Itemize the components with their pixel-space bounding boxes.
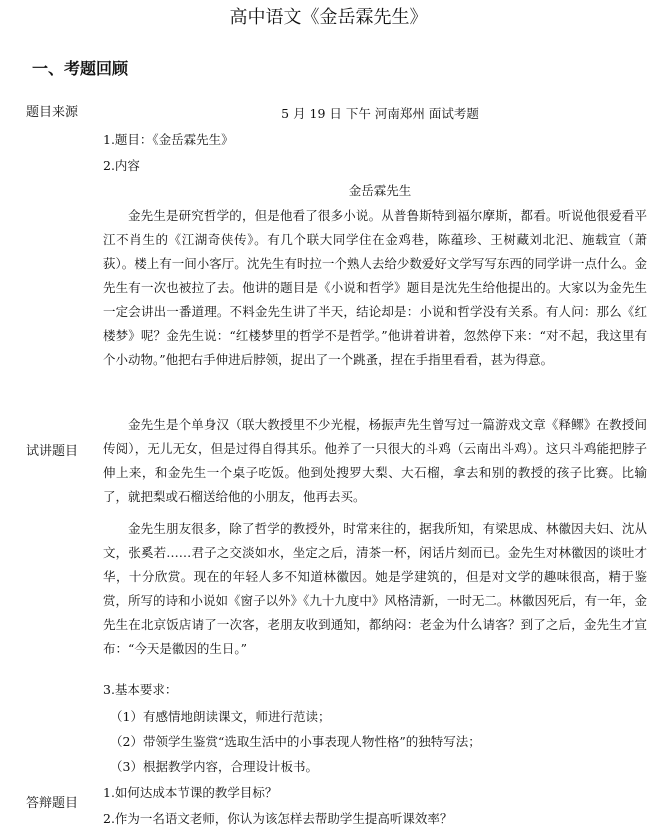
exam-source: 5 月 19 日 下午 河南郑州 面试考题 (281, 106, 479, 121)
defense-question: 1.如何达成本节课的教学目标？ (103, 785, 278, 800)
label-teaching: 试讲题目 (26, 444, 79, 459)
requirements-label: 3.基本要求： (103, 682, 178, 697)
passage-paragraph: 金先生朋友很多，除了哲学的教授外，时常来往的，据我所知，有梁思成、林徽因夫妇、沈从文，张奚若……君子之交淡如水，坐定之后，清茶一杯，闲话片刻而已。金先生对林徽因的谈吐才华，十分欣赏。现在的年轻人多不知道林徽因。她是学建筑的，但是对文学的趣味很高，精于鉴赏，所写的诗和小说如《窗子以外》《九十九度中》风格清新，一时无二。林徽因死后，有一年，金先生在北京饭店请了一次客，老朋友收到通知，都纳闷：老金为什么请客？到了之后，金先生才宣布：“今天是徽因的生日。” (103, 521, 647, 656)
section-heading: 一、考题回顾 (32, 59, 129, 78)
page-title: 高中语文《金岳霖先生》 (229, 7, 428, 28)
passage-title: 金岳霖先生 (348, 183, 412, 198)
passage-paragraph: 金先生是研究哲学的，但是他看了很多小说。从普鲁斯特到福尔摩斯，都看。听说他很爱看平江不肖生的《江湖奇侠传》。有几个联大同学住在金鸡巷，陈蕴珍、王树藏刘北汜、施载宣（萧荻）。楼上有一间小客厅。沈先生有时拉一个熟人去给少数爱好文学写写东西的同学讲一点什么。金先生有一次也被拉了去。他讲的题目是《小说和哲学》题目是沈先生给他提出的。大家以为金先生一定会讲出一番道理。不料金先生讲了半天，结论却是：小说和哲学没有关系。有人问：那么《红楼梦》呢？金先生说：“红楼梦里的哲学不是哲学。”他讲着讲着，忽然停下来：“对不起，我这里有个小动物。”他把右手伸进后脖领，捉出了一个跳蚤，捏在手指里看看，甚为得意。 (103, 208, 647, 367)
topic-line: 1.题目：《金岳霖先生》 (103, 132, 234, 147)
label-defense: 答辩题目 (26, 796, 79, 811)
label-source: 题目来源 (26, 105, 79, 120)
passage-paragraph: 金先生是个单身汉（联大教授里不少光棍，杨振声先生曾写过一篇游戏文章《释鳏》在教授间传阅），无儿无女，但是过得自得其乐。他养了一只很大的斗鸡（云南出斗鸡）。这只斗鸡能把脖子伸上来，和金先生一个桌子吃饭。他到处搜罗大梨、大石榴，拿去和别的教授的孩子比赛。比输了，就把梨或石榴送给他的小朋友，他再去买。 (103, 417, 647, 504)
requirement-item: （1）有感情地朗读课文，师进行范读； (110, 709, 331, 724)
requirement-item: （2）带领学生鉴赏“选取生活中的小事表现人物性格”的独特写法； (110, 734, 481, 749)
defense-question: 2.作为一名语文老师，你认为该怎样去帮助学生提高听课效率？ (103, 811, 453, 826)
content-label: 2.内容 (103, 158, 140, 173)
requirement-item: （3）根据教学内容，合理设计板书。 (110, 759, 318, 774)
